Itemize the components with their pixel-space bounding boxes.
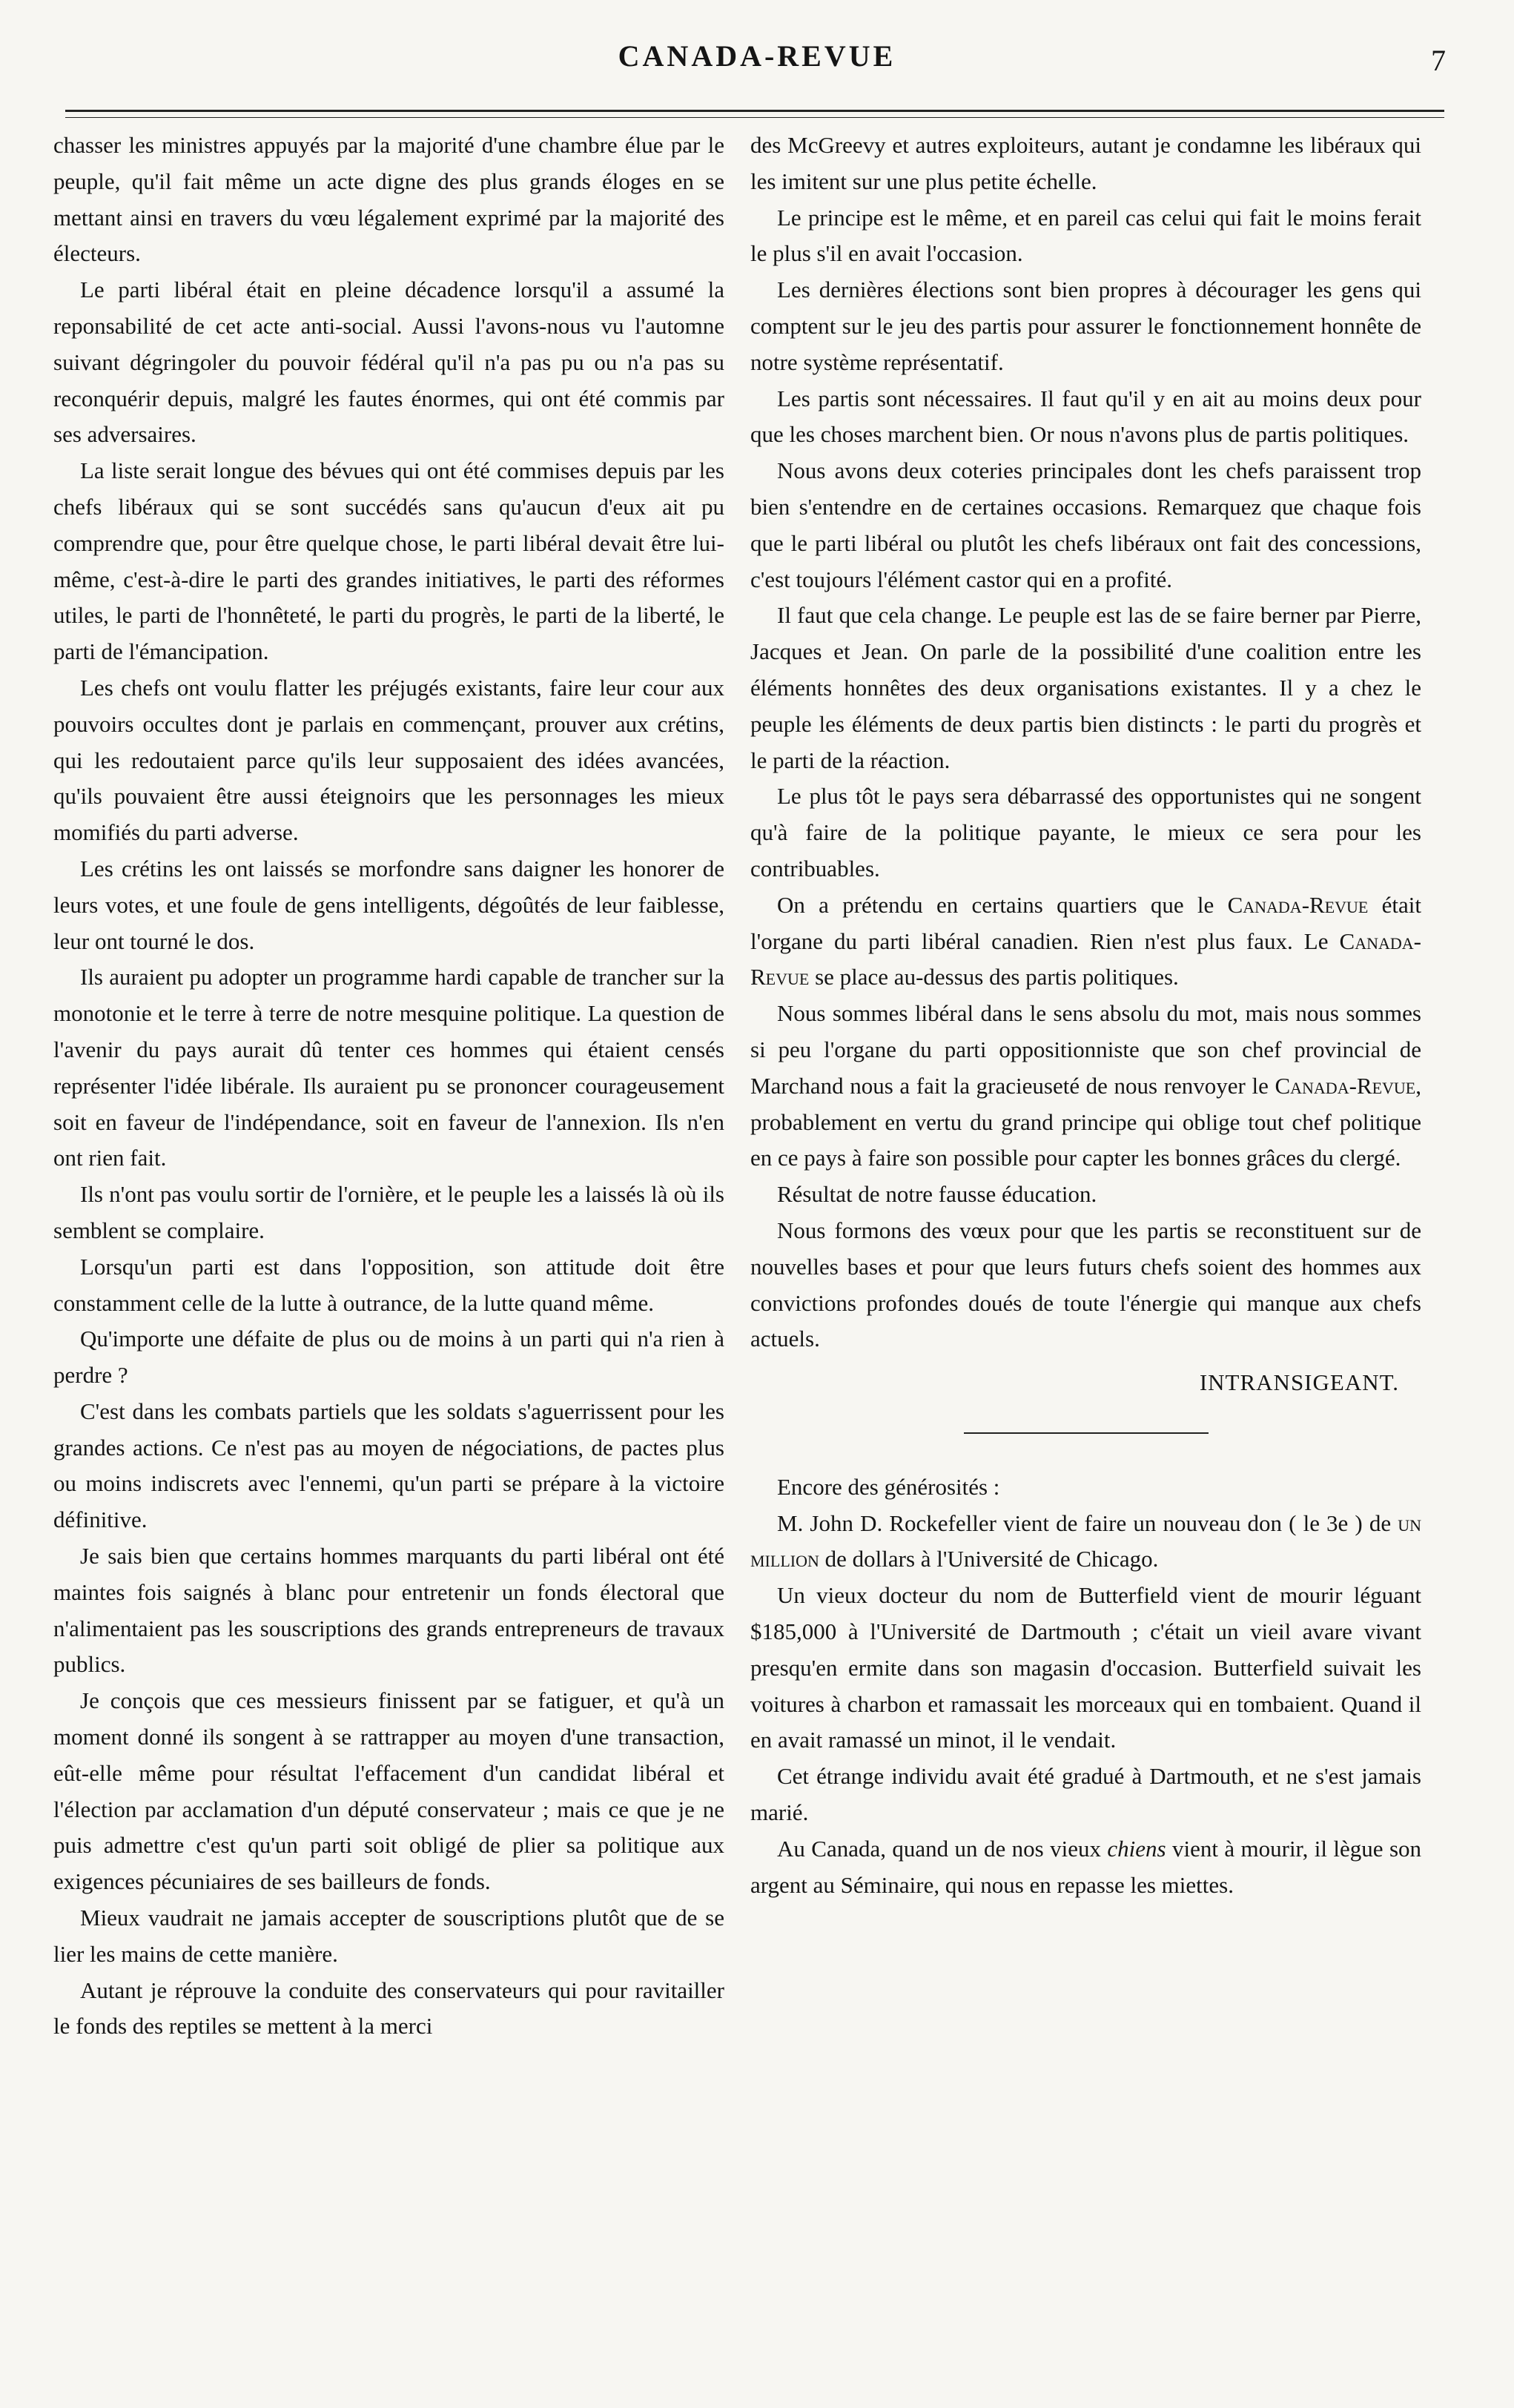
header-rule-thick	[65, 110, 1444, 112]
paragraph: Les partis sont nécessaires. Il faut qu'il y en ait au moins deux pour que les choses marchent bien. Or nous n'avons plus de partis politiques.	[750, 385, 1421, 448]
paragraph	[750, 1831, 1421, 1904]
text-run: M. John D. Rockefeller vient de faire un nouveau don ( le 3e ) de	[777, 1509, 1398, 1536]
header-rule-thin	[65, 117, 1444, 118]
paragraph	[750, 887, 1421, 996]
paragraph: Le plus tôt le pays sera débarrassé des opportunistes qui ne songent qu'à faire de la politique payante, le mieux ce sera pour les contribuables.	[750, 783, 1421, 882]
paragraph: Je sais bien que certains hommes marquants du parti libéral ont été maintes fois saignés à blanc pour entretenir un fonds électoral que n'alimentaient pas les souscriptions des grands entrepreneurs de travaux publics.	[53, 1543, 724, 1678]
emphasis-italic: chiens	[1107, 1835, 1166, 1862]
paragraph: Encore des générosités :	[777, 1473, 1000, 1500]
paragraph: chasser les ministres appuyés par la majorité d'une chambre élue par le peuple, qu'il fait même un acte digne des plus grands éloges en se mettant ainsi en travers du vœu légalement exprimé par la majorité des électeurs.	[53, 132, 724, 267]
paragraph: Les crétins les ont laissés se morfondre sans daigner les honorer de leurs votes, et une foule de gens intelligents, dégoûtés de leur faiblesse, leur ont tourné le dos.	[53, 855, 724, 954]
text-run: était l'organe du parti libéral canadien. Rien n'est plus faux. Le	[750, 891, 1421, 954]
running-title: CANADA-REVUE	[618, 39, 896, 73]
publication-name: Canada-Revue	[750, 927, 1421, 990]
paragraph: Le principe est le même, et en pareil cas celui qui fait le moins ferait le plus s'il en avait l'occasion.	[750, 204, 1421, 267]
paragraph: Lorsqu'un parti est dans l'opposition, son attitude doit être constamment celle de la lutte à outrance, de la lutte quand même.	[53, 1253, 724, 1316]
paragraph: Je conçois que ces messieurs finissent par se fatiguer, et qu'à un moment donné ils songent à se rattrapper au moyen d'une transaction, eût-elle même pour résultat l'effacement d'un candidat libéral et l'élection par acclamation d'un député conservateur ; mais ce que je ne puis admettre c'est qu'un parti soit obligé de plier sa politique aux exigences pécuniaires de ses bailleurs de fonds.	[53, 1687, 724, 1895]
emphasis-smallcaps: un million	[750, 1509, 1421, 1572]
paragraph	[750, 996, 1421, 1177]
paragraph: Qu'importe une défaite de plus ou de moins à un parti qui n'a rien à perdre ?	[53, 1326, 724, 1389]
left-column	[53, 128, 724, 2045]
paragraph: Les chefs ont voulu flatter les préjugés existants, faire leur cour aux pouvoirs occultes dont je parlais en commençant, prouver aux crétins, qui les redoutaient parce qu'ils leur supposaient des idées avancées, qu'ils pouvaient être aussi éteignoirs que les personnages les mieux momifiés du parti adverse.	[53, 674, 724, 846]
paragraph: Nous formons des vœux pour que les partis se reconstituent sur de nouvelles bases et pour que leurs futurs chefs soient des hommes aux convictions profondes doués de toute l'énergie qui manque aux chefs actuels.	[750, 1217, 1421, 1352]
paragraph: Ils auraient pu adopter un programme hardi capable de trancher sur la monotonie et le terre à terre de notre mesquine politique. La question de l'avenir du pays aurait dû tenter ces hommes qui étaient censés représenter l'idée libérale. Ils auraient pu se prononcer courageusement soit en faveur de l'indépendance, soit en faveur de l'annexion. Ils n'en ont rien fait.	[53, 964, 724, 1171]
publication-name: Canada-Revue	[1227, 891, 1369, 918]
paragraph: des McGreevy et autres exploiteurs, autant je condamne les libéraux qui les imitent sur une plus petite échelle.	[750, 132, 1421, 194]
text-run: On a prétendu en certains quartiers que le	[777, 891, 1228, 918]
paragraph: La liste serait longue des bévues qui ont été commises depuis par les chefs libéraux qui se sont succédés sans qu'aucun d'eux ait pu comprendre que, pour être quelque chose, le parti libéral devait être lui-même, c'est-à-dire le parti des grandes initiatives, le parti des réformes utiles, le parti de l'honnêteté, le parti du progrès, le parti de la liberté, le parti de l'émancipation.	[53, 457, 724, 665]
paragraph: Il faut que cela change. Le peuple est las de se faire berner par Pierre, Jacques et Jean. On parle de la possibilité d'une coalition entre les éléments honnêtes des deux organisations existantes. Il y a chez le peuple les éléments de deux partis bien distincts : le parti du progrès et le parti de la réaction.	[750, 602, 1421, 773]
page-number: 7	[1431, 44, 1446, 77]
section-divider	[964, 1432, 1209, 1434]
paragraph: Les dernières élections sont bien propres à décourager les gens qui comptent sur le jeu des partis pour assurer le fonctionnement honnête de notre système représentatif.	[750, 277, 1421, 375]
paragraph: Mieux vaudrait ne jamais accepter de souscriptions plutôt que de se lier les mains de cette manière.	[53, 1905, 724, 1967]
paragraph: C'est dans les combats partiels que les soldats s'aguerrissent pour les grandes actions. Ce n'est pas au moyen de négociations, de pactes plus ou moins indiscrets avec l'ennemi, qu'un parti se prépare à la victoire définitive.	[53, 1398, 724, 1533]
paragraph: Autant je réprouve la conduite des conservateurs qui pour ravitailler le fonds des reptiles se mettent à la merci	[53, 1977, 724, 2040]
paragraph: Résultat de notre fausse éducation.	[777, 1181, 1097, 1208]
paragraph: Un vieux docteur du nom de Butterfield vient de mourir léguant $185,000 à l'Université de Dartmouth ; c'était un vieil avare vivant presqu'en ermite dans son magasin d'occasion. Butterfield suivait les voitures à charbon et ramassait les morceaux qui en tombaient. Quand il en avait ramassé un minot, il le vendait.	[750, 1582, 1421, 1753]
paragraph: Cet étrange individu avait été gradué à Dartmouth, et ne s'est jamais marié.	[750, 1763, 1421, 1826]
text-run: Au Canada, quand un de nos vieux	[777, 1835, 1108, 1862]
paragraph: Le parti libéral était en pleine décadence lorsqu'il a assumé la reponsabilité de cet acte anti-social. Aussi l'avons-nous vu l'automne suivant dégringoler du pouvoir fédéral qu'il n'a pas pu ou n'a pas su reconquérir depuis, malgré les fautes énormes, qui ont été commis par ses adversaires.	[53, 277, 724, 448]
paragraph	[750, 1506, 1421, 1578]
text-run: vient à mourir, il lègue son argent au Séminaire, qui nous en repasse les miettes.	[750, 1835, 1422, 1898]
author-signature: INTRANSIGEANT.	[1199, 1369, 1399, 1396]
right-column	[750, 128, 1421, 1903]
paragraph: Ils n'ont pas voulu sortir de l'ornière, et le peuple les a laissés là où ils semblent se complaire.	[53, 1181, 724, 1243]
text-run: de dollars à l'Université de Chicago.	[819, 1546, 1159, 1572]
text-run: se place au-dessus des partis politiques.	[809, 964, 1179, 990]
text-run: , probablement en vertu du grand principe qui oblige tout chef politique en ce pays à faire son possible pour capter les bonnes grâces du clergé.	[750, 1072, 1421, 1171]
paragraph: Nous avons deux coteries principales dont les chefs paraissent trop bien s'entendre en de certaines occasions. Remarquez que chaque fois que le parti libéral ou plutôt les chefs libéraux ont fait des concessions, c'est toujours l'élément castor qui en a profité.	[750, 457, 1421, 592]
publication-name: Canada-Revue	[1275, 1072, 1416, 1099]
text-run: Nous sommes libéral dans le sens absolu du mot, mais nous sommes si peu l'organe du parti oppositionniste que son chef provincial de Marchand nous a fait la gracieuseté de nous renvoyer le	[750, 1000, 1421, 1099]
